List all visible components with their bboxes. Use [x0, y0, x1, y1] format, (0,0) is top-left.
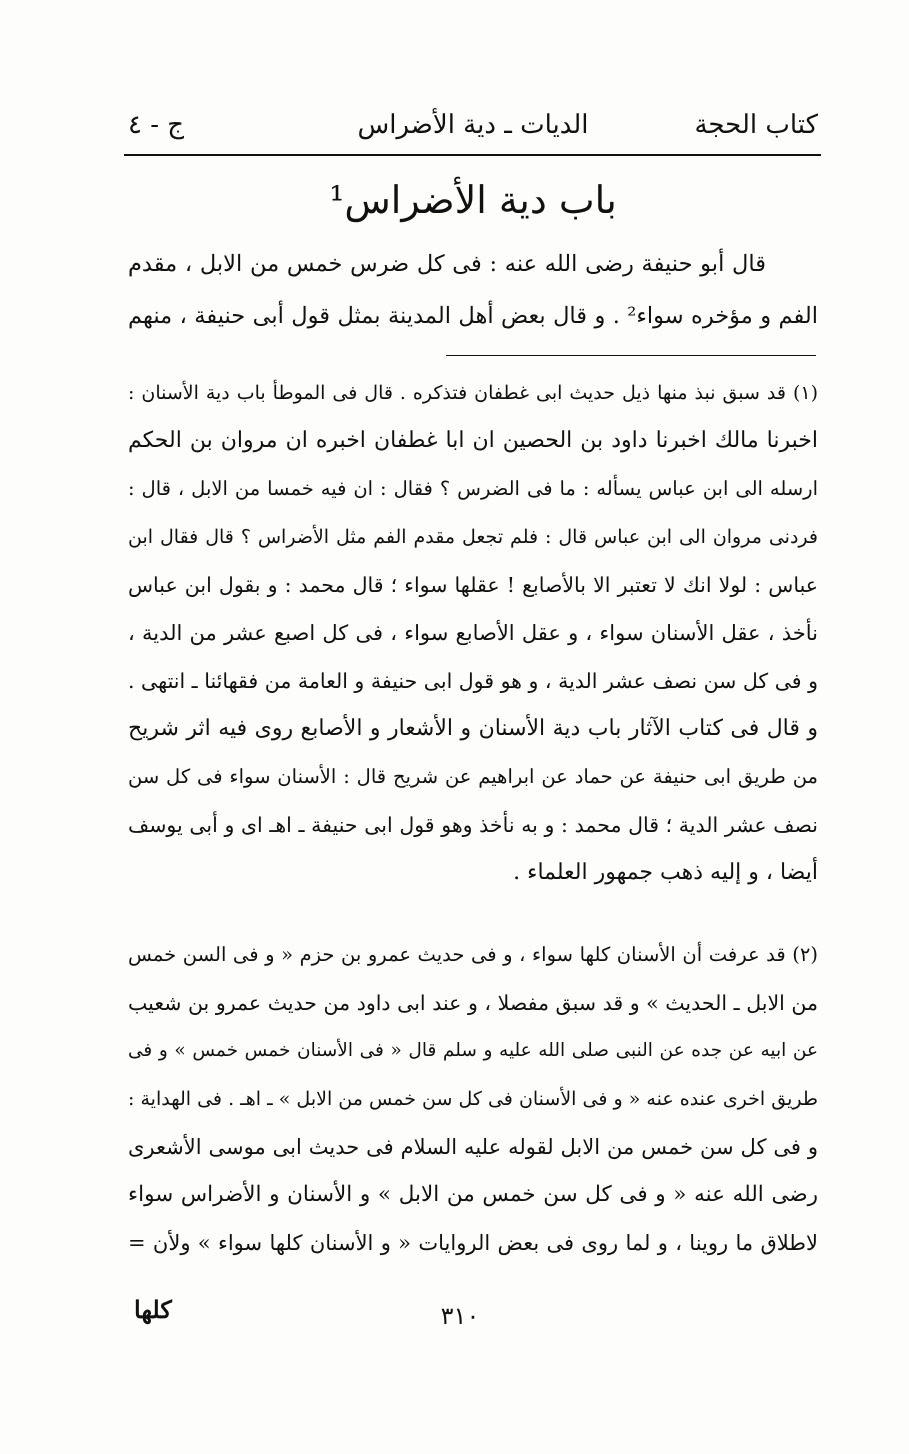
footnote-line: عباس : لولا انك لا تعتبر الا بالأصابع ! عقلها سواء ؛ قال محمد : و بقول ابن عباس — [128, 573, 818, 597]
text-line: الفم و مؤخره سواء² . و قال بعض أهل المدينة بمثل قول أبى حنيفة ، منهم — [128, 303, 818, 329]
chapter-title: باب دية الأضراس¹ — [329, 178, 617, 222]
footnote-line: من الابل ـ الحديث » و قد سبق مفصلا ، و عند ابى داود من حديث عمرو بن شعيب — [128, 991, 818, 1015]
footnote-line: رضى الله عنه « و فى كل سن خمس من الابل » و الأسنان و الأضراس سواء — [128, 1182, 818, 1207]
footnote-line: أيضا ، و إليه ذهب جمهور العلماء . — [513, 860, 818, 885]
footnote-line: اخبرنا مالك اخبرنا داود بن الحصين ان ابا غطفان اخبره ان مروان بن الحكم — [128, 428, 818, 453]
footnote-line: فردنى مروان الى ابن عباس قال : فلم تجعل مقدم الفم مثل الأضراس ؟ قال فقال ابن — [128, 526, 818, 548]
footnote-line: لاطلاق ما روينا ، و لما روى فى بعض الروايات « و الأسنان كلها سواء » ولأن = — [128, 1231, 818, 1255]
footnote-line: نصف عشر الدية ؛ قال محمد : و به نأخذ وهو قول ابى حنيفة ـ اهـ اى و أبى يوسف — [128, 813, 818, 837]
text-line: قال أبو حنيفة رضى الله عنه : فى كل ضرس خمس من الابل ، مقدم — [128, 251, 766, 277]
footnote-line: نأخذ ، عقل الأسنان سواء ، و عقل الأصابع سواء ، فى كل اصبع عشر من الدية ، — [128, 621, 818, 645]
section-title: الديات ـ دية الأضراس — [357, 110, 589, 140]
footnote-line: (٢) قد عرفت أن الأسنان كلها سواء ، و فى حديث عمرو بن حزم « و فى السن خمس — [128, 943, 818, 966]
running-head — [128, 104, 818, 146]
catchword: كلها — [134, 1295, 172, 1324]
footnote-line: ارسله الى ابن عباس يسأله : ما فى الضرس ؟ فقال : ان فيه خمسا من الابل ، قال : — [128, 477, 818, 500]
footnote-2 — [128, 931, 818, 1267]
footnote-line: من طريق ابى حنيفة عن حماد عن ابراهيم عن شريح قال : الأسنان سواء فى كل سن — [128, 765, 818, 788]
page-number: ٣١٠ — [440, 1302, 480, 1330]
footnote-line: و فى كل سن نصف عشر الدية ، و هو قول ابى حنيفة و العامة من فقهائنا ـ انتهى . — [128, 669, 818, 693]
footnote-line: عن ابيه عن جده عن النبى صلى الله عليه و سلم قال « فى الأسنان خمس خمس » و فى — [128, 1040, 818, 1061]
footnote-line: (١) قد سبق نبذ منها ذيل حديث ابى غطفان فتذكره . قال فى الموطأ باب دية الأسنان : — [128, 382, 818, 404]
main-text — [128, 238, 818, 342]
header-rule — [124, 154, 821, 156]
footnote-line: و فى كل سن خمس من الابل لقوله عليه السلام فى حديث ابى موسى الأشعرى — [128, 1135, 818, 1159]
footnote-line: و قال فى كتاب الآثار باب دية الأسنان و الأشعار و الأصابع روى فيه اثر شريح — [128, 716, 818, 741]
volume-number: ج - ٤ — [128, 110, 185, 140]
footnote-rule — [446, 355, 816, 356]
footnote-1 — [128, 369, 818, 897]
footnote-line: طريق اخرى عنده عنه « و فى الأسنان فى كل سن خمس من الابل » ـ اهـ . فى الهداية : — [128, 1088, 818, 1110]
book-title: كتاب الحجة — [694, 110, 818, 140]
